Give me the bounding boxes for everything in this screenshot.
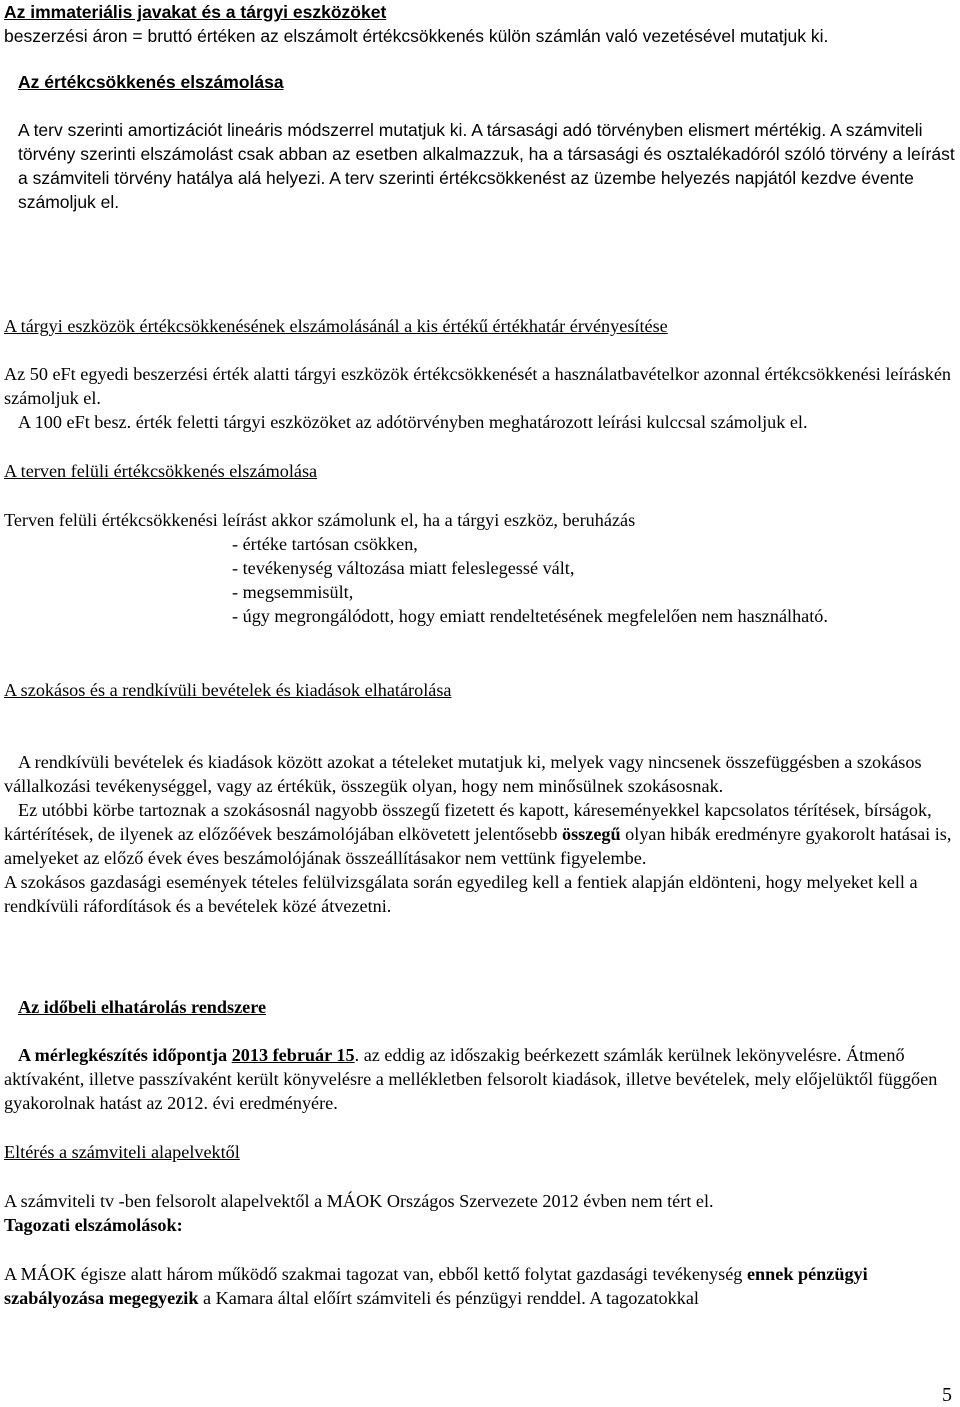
date-label: A mérlegkészítés időpontja [18,1045,228,1065]
paragraph: A számviteli tv -ben felsorolt alapelvektől a MÁOK Országos Szervezete 2012 évben nem tért el. [4,1191,714,1211]
list-item: - úgy megrongálódott, hogy emiatt rendeltetésének megfelelően nem használható. [232,606,828,626]
section-low-value-body [4,362,958,434]
section-heading: Eltérés a számviteli alapelvektől [4,1142,240,1162]
paragraph-text: a Kamara által előírt számviteli és pénzügyi renddel. A tagozatokkal [198,1288,699,1308]
section-principles [4,1140,958,1164]
paragraph [4,1043,958,1115]
paragraph: Terven felüli értékcsökkenési leírást akkor számolunk el, ha a tárgyi eszköz, beruházás [4,510,636,530]
section-accruals-body [4,1043,958,1115]
section-accruals [4,995,958,1019]
date-value: 2013 február 15 [231,1045,355,1065]
paragraph [4,1262,958,1310]
emphasis-text: ennek pénzügyi szabályozása megegyezik [4,1264,868,1308]
section-assets [4,0,958,48]
section-extraordinary-depreciation-body [4,508,958,628]
section-heading: A terven felüli értékcsökkenés elszámolása [4,461,318,481]
section-heading: Az időbeli elhatárolás rendszere [18,997,267,1017]
page-number: 5 [942,1384,952,1406]
subheading: Tagozati elszámolások: [4,1215,183,1235]
paragraph: A szokásos gazdasági események tételes felülvizsgálata során egyedileg kell a fentiek alapján eldönteni, hogy melyeket kell a rendkívüli ráfordítások és a bevételek közé átvezetni. [4,872,918,916]
paragraph-text: A terv szerinti amortizációt lineáris módszerrel mutatjuk ki. A társasági adó törvényben elismert mértékig. A számviteli törvény szerinti elszámolást csak abban az esetben alkalmazzuk, ha a társasági és osztalékadóról szóló törvény a leírást a számviteli törvény hatálya alá helyezi. A terv szerinti értékcsökkenést az üzembe helyezés napjától kezdve évente számoljuk el. [18,120,955,212]
section-principles-body [4,1189,958,1237]
emphasis-text: összegű [562,824,621,844]
paragraph-text: olyan hibák eredményre gyakorolt hatásai is, amelyeket az előző évek éves beszámolójának összeállításakor nem vettünk figyelembe. [4,824,952,868]
paragraph [4,118,958,214]
paragraph: A 100 eFt besz. érték feletti tárgyi eszközöket az adótörvényben meghatározott leírási kulccsal számoljuk el. [18,412,808,432]
paragraph-text: A MÁOK égisze alatt három működő szakmai tagozat van, ebből kettő folytat gazdasági tevékenység [4,1264,747,1284]
section-income-separation-body [4,750,958,918]
section-heading: Az értékcsökkenés elszámolása [18,72,284,92]
paragraph: beszerzési áron = bruttó értéken az elszámolt értékcsökkenés külön számlán való vezetésével mutatjuk ki. [4,26,829,46]
section-divisions-body [4,1262,958,1310]
paragraph-text: . az eddig az időszakig beérkezett számlák kerülnek lekönyvelésre. Átmenő aktívaként, illetve passzívaként került könyvelésre a mellékletben felsorolt kiadások, illetve bevételek, mely előjelüktől függően gyakorolnak hatást az 2012. évi eredményére. [4,1045,938,1113]
section-heading: Az immateriális javakat és a tárgyi eszközöket [4,2,387,22]
section-income-separation [4,678,958,702]
section-heading: A szokásos és a rendkívüli bevételek és kiadások elhatárolása [4,680,452,700]
section-depreciation [4,70,958,94]
paragraph [4,798,958,870]
list-item: - megsemmisült, [232,582,354,602]
paragraph-text: Ez utóbbi körbe tartoznak a szokásosnál nagyobb összegű fizetett és kapott, káreseményekkel kapcsolatos térítések, bírságok, kártérítések, de ilyenek az előzőévek beszámolójában elkövetett jelentősebb [4,800,932,844]
paragraph: A rendkívüli bevételek és kiadások között azokat a tételeket mutatjuk ki, melyek vagy nincsenek összefüggésben a szokásos vállalkozási tevékenységgel, vagy az értékük, összegük olyan, hogy nem minősülnek szokásosnak. [4,752,922,796]
paragraph: Az 50 eFt egyedi beszerzési érték alatti tárgyi eszközök értékcsökkenését a használatbavételkor azonnal értékcsökkenési leíráskén számoljuk el. [4,364,952,408]
section-low-value [4,314,958,338]
section-extraordinary-depreciation [4,459,958,483]
section-depreciation-body [4,118,958,214]
list-item: - értéke tartósan csökken, [232,534,418,554]
section-heading: A tárgyi eszközök értékcsökkenésének elszámolásánál a kis értékű értékhatár érvényesítése [4,316,668,336]
list-item: - tevékenység változása miatt feleslegessé vált, [232,558,575,578]
